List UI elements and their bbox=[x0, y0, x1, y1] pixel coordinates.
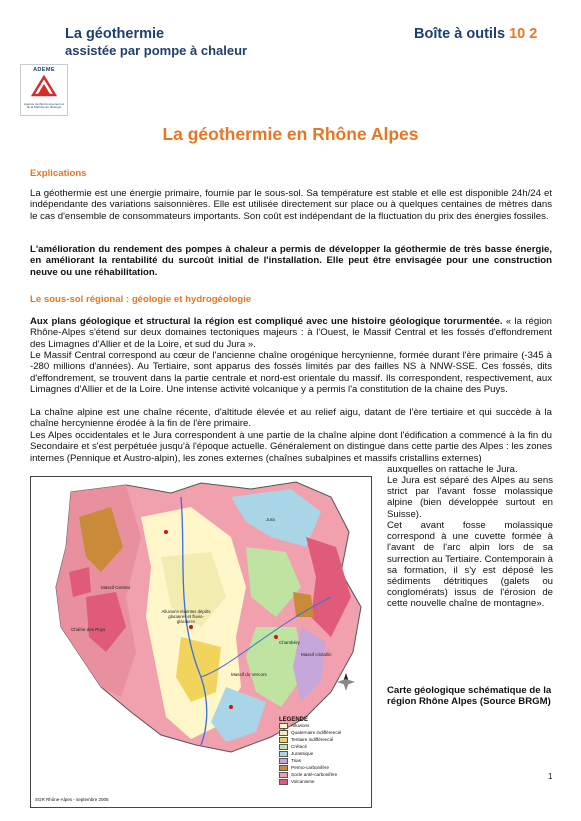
toolbox-text: Boîte à outils bbox=[414, 26, 506, 42]
paragraph-sous-sol-1 bbox=[30, 316, 552, 350]
map-label-chambery: Chambéry bbox=[279, 640, 300, 645]
map-legend bbox=[279, 717, 367, 789]
map-label-vercors: Massif du Vercors bbox=[231, 672, 267, 677]
legend-label: Volcanisme bbox=[291, 779, 315, 785]
legend-label: Alluvions bbox=[291, 723, 310, 729]
legend-swatch bbox=[279, 730, 288, 736]
legend-items bbox=[279, 723, 367, 789]
logo-brand: ADEME bbox=[33, 67, 55, 73]
legend-item bbox=[279, 765, 329, 771]
legend-item bbox=[279, 737, 333, 743]
page-title: La géothermie en Rhône Alpes bbox=[162, 124, 419, 144]
header-title: La géothermie bbox=[65, 26, 165, 42]
legend-swatch bbox=[279, 758, 288, 764]
map-label-cristallin: Massif cristallin bbox=[301, 652, 332, 657]
legend-label: Crétacé bbox=[291, 744, 308, 750]
paragraph-sous-sol-4-tail: auxquelles on rattache le Jura. bbox=[387, 464, 518, 475]
paragraph-explications-2: L'amélioration du rendement des pompes à chaleur a permis de développer la géothermie de très basse énergie, en améliorant la rentabilité du surcoût initial de l'installation. Elle peut être envisagée pour une construction neuve ou une réhabilitation. bbox=[30, 244, 552, 278]
legend-swatch bbox=[279, 723, 288, 729]
paragraph-explications-1: La géothermie est une énergie primaire, fournie par le sous-sol. Sa température est stable et elle est disponible 24h/24 et indépendante des variations saisonnières. Elle est utilisée directement sur place ou à quelques centaines de mètres dans le cas d'ensemble de consommateurs importants. Son coût est indépendant de la fluctuation du prix des énergies fossiles. bbox=[30, 188, 552, 222]
paragraph-sous-sol-3: La chaîne alpine est une chaîne récente, d'altitude élevée et au relief aigu, datant de l'ère tertiaire et qui succède à la chaîne hercynienne érodée à la fin de l'ère primaire. bbox=[30, 407, 552, 430]
paragraph-sous-sol-6: Cet avant fosse molassique correspond à une cuvette formée à l'avant de l'arc alpin lors de sa surrection au Tertiaire. Contemporain à sa formation, il s'y est déposé les sédiments détritiques (galets ou conglomérats) issus de l'érosion de cette nouvelle chaîne de montagne». bbox=[387, 520, 553, 610]
ademe-logo bbox=[20, 64, 68, 116]
legend-label: Jurassique bbox=[291, 751, 314, 757]
page-number: 1 bbox=[548, 772, 553, 781]
legend-swatch bbox=[279, 765, 288, 771]
legend-item bbox=[279, 779, 315, 785]
section-heading-sous-sol: Le sous-sol régional : géologie et hydrogéologie bbox=[30, 294, 252, 305]
legend-swatch bbox=[279, 772, 288, 778]
header-subtitle: assistée par pompe à chaleur bbox=[65, 43, 248, 58]
paragraph-rest: « la région Rhône-Alpes s'étend sur deux domaines tectoniques majeurs : à l'Ouest, le Massif Central et les fossés d'effondrement des Limagnes d'Allier et de la Loire, et sud du Jura ». bbox=[30, 316, 552, 350]
map-label-massif-central: Massif Central bbox=[101, 585, 130, 590]
legend-item bbox=[279, 730, 341, 736]
legend-item bbox=[279, 723, 309, 729]
map-label-jura: Jura bbox=[266, 517, 275, 522]
logo-emblem-icon bbox=[31, 75, 57, 101]
legend-label: Quaternaire indifférencié bbox=[291, 730, 342, 736]
legend-swatch bbox=[279, 779, 288, 785]
legend-swatch bbox=[279, 751, 288, 757]
legend-title: LEGENDE bbox=[279, 717, 309, 723]
legend-swatch bbox=[279, 737, 288, 743]
paragraph-sous-sol-5: Le Jura est séparé des Alpes au sens strict par l'avant fosse molassique alpine (bien développée surtout en Suisse). bbox=[387, 475, 553, 520]
lead-sentence: Aux plans géologique et structural la région est compliqué avec une histoire géologique torurmentée. bbox=[30, 316, 503, 327]
legend-swatch bbox=[279, 744, 288, 750]
legend-item bbox=[279, 758, 301, 764]
map-label-chaine-puys: Chaîne des Puys bbox=[71, 627, 106, 632]
paragraph-sous-sol-2: Le Massif Central correspond au cœur de l'ancienne chaîne orogénique hercynienne, formée durant l'ère primaire (-345 à -280 millions d'années). Au Tertiaire, sont apparus des fossés limités par des failles NS à NNW-SSE. Ces fossés, dits d'effondrement, se trouvent dans la partie centrale et nord-est orientale du massif. Ils correspondent, respectivement, aux Limagnes d'Allier et de la Loire. Une intense activité volcanique y a permis l'a constitution de la chaine des Puys. bbox=[30, 350, 552, 395]
geological-map bbox=[30, 476, 372, 808]
toolbox-label bbox=[414, 26, 537, 42]
legend-label: Tertiaire indifférencié bbox=[291, 737, 334, 743]
legend-label: Trias bbox=[291, 758, 302, 764]
section-heading-explications: Explications bbox=[30, 168, 87, 179]
legend-item bbox=[279, 744, 307, 750]
map-caption: Carte géologique schématique de la région Rhône Alpes (Source BRGM) bbox=[387, 685, 552, 708]
logo-tagline: Agence de l'Environnement et de la Maîtrise de l'Energie bbox=[24, 102, 64, 110]
legend-label: Permo-carbonifère bbox=[291, 765, 330, 771]
legend-item bbox=[279, 751, 313, 757]
legend-label: Socle anté-carbonifère bbox=[291, 772, 338, 778]
toolbox-number: 10 2 bbox=[509, 26, 538, 42]
map-credit: SGR Rhône-Alpes - septembre 2005 bbox=[35, 797, 109, 802]
paragraph-sous-sol-4: Les Alpes occidentales et le Jura correspondent à une partie de la chaîne alpine dont l'édification a commencé à la fin du Secondaire et s'est perpétuée jusqu'à l'époque actuelle. Généralement on distingue dans cette partie des Alpes : les zones internes (Pennique et Austro-alpin), les zones externes (chaînes subalpines et massifs cristallins externes) bbox=[30, 430, 552, 464]
map-label-alluvions: Alluvions récentes dépôts glaciaires et fluvio-glaciaires bbox=[161, 609, 211, 624]
legend-item bbox=[279, 772, 337, 778]
